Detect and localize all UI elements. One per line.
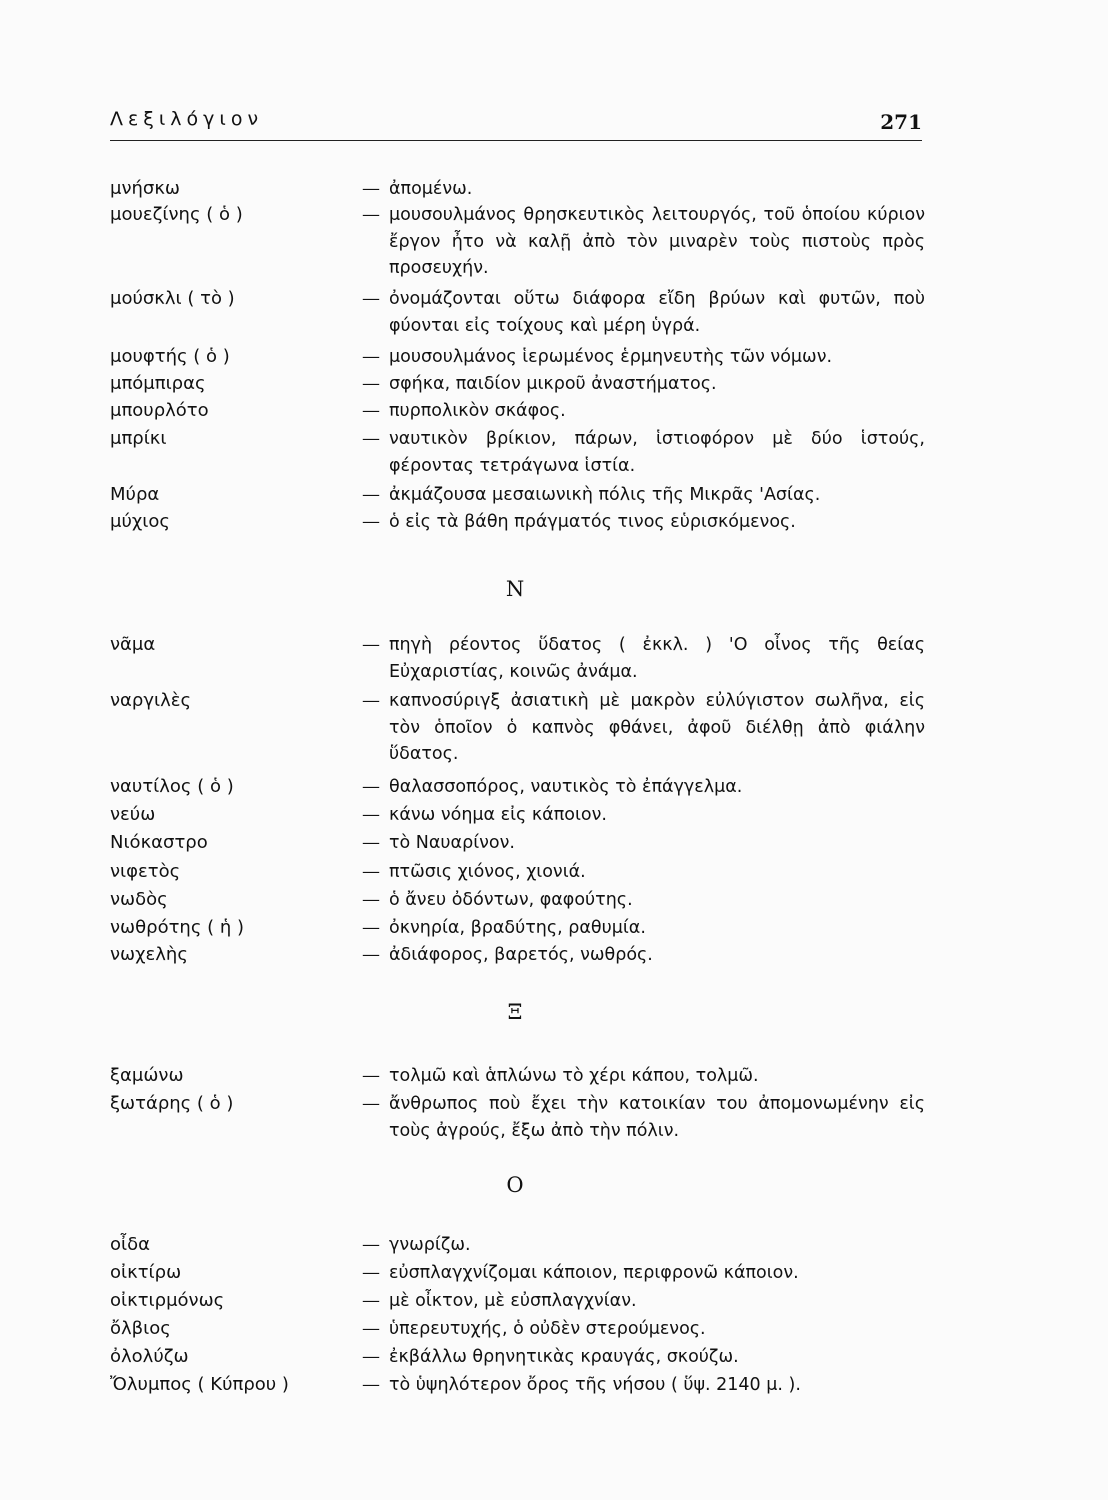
em-dash: — [362,400,380,421]
entry [0,688,1108,774]
entry-term: ξαμώνω [110,1065,184,1086]
entry [0,398,1108,426]
entry-definition: καπνοσύριγξ ἀσιατικὴ μὲ μακρὸν εὐλύγιστον σωλῆνα, εἰς τὸν ὁποῖον ὁ καπνὸς φθάνει, ἀφοῦ διέλθῃ ἀπὸ φιάλην ὕδατος. [389,691,925,764]
entry-definition: μουσουλμάνος θρησκευτικὸς λειτουργός, τοῦ ὁποίου κύριον ἔργον ἦτο νὰ καλῇ ἀπὸ τὸν μιναρὲν τοὺς πιστοὺς πρὸς προσευχήν. [389,205,925,278]
entry-definition: ἀπομένω. [389,179,473,199]
entry-definition: ὁ εἰς τὰ βάθη πράγματός τινος εὑρισκόμενος. [389,512,796,532]
section-omicron [0,1232,1108,1400]
em-dash: — [362,776,380,797]
entry-term: μουφτής ( ὁ ) [110,346,230,367]
entry [0,1063,1108,1091]
entry-definition: τὸ ὑψηλότερον ὄρος τῆς νήσου ( ὕψ. 2140 μ. ). [389,1375,801,1395]
section-letter-nu: N [505,577,525,601]
section-letter-omicron: O [506,1173,524,1197]
page-header [110,104,922,141]
section-letter-xi: Ξ [507,1000,523,1024]
entry-term: ναυτίλος ( ὁ ) [110,776,234,797]
entry [0,344,1108,371]
em-dash: — [362,690,380,711]
entry-definition: κάνω νόημα εἰς κάποιον. [389,805,607,825]
entry-term: ὀλολύζω [110,1346,189,1367]
em-dash: — [362,428,380,449]
em-dash: — [362,1318,380,1339]
entry-definition: μὲ οἶκτον, μὲ εὐσπλαγχνίαν. [389,1291,637,1311]
entry-term: νᾶμα [110,634,156,655]
entry-term: μουεζίνης ( ὁ ) [110,204,243,225]
entry-term: μύχιος [110,511,170,532]
em-dash: — [362,511,380,532]
running-title: Λεξιλόγιον [110,108,264,130]
entry-term: ὄλβιος [110,1318,171,1339]
entry-definition: σφήκα, παιδίον μικροῦ ἀναστήματος. [389,374,717,394]
entry-term: Ὄλυμπος ( Κύπρου ) [110,1374,289,1395]
entry [0,887,1108,915]
em-dash: — [362,861,380,882]
entry [0,286,1108,344]
entry-definition: ἀκμάζουσα μεσαιωνικὴ πόλις τῆς Μικρᾶς 'Ασίας. [389,485,821,505]
em-dash: — [362,288,380,309]
em-dash: — [362,1065,380,1086]
em-dash: — [362,373,380,394]
em-dash: — [362,917,380,938]
entry-term: νωθρότης ( ἡ ) [110,917,245,938]
em-dash: — [362,1346,380,1367]
entry-term: μνήσκω [110,178,181,199]
entry [0,371,1108,398]
entry-definition: ὀκνηρία, βραδύτης, ραθυμία. [389,918,646,938]
em-dash: — [362,1234,380,1255]
entry-term: νεύω [110,804,156,825]
section-nu [0,632,1108,969]
entry-definition: ναυτικὸν βρίκιον, πάρων, ἱστιοφόρον μὲ δύο ἱστούς, φέροντας τετράγωνα ἱστία. [389,429,925,476]
em-dash: — [362,634,380,655]
entry-term: νωδὸς [110,889,168,910]
entry [0,942,1108,969]
entry-term: μπόμπιρας [110,373,206,394]
em-dash: — [362,1093,380,1114]
entry-term: νιφετὸς [110,861,181,882]
entry [0,915,1108,942]
entry-definition: πηγὴ ρέοντος ὕδατος ( ἐκκλ. ) 'Ο οἶνος τῆς θείας Εὐχαριστίας, κοινῶς ἀνάμα. [389,635,925,682]
section-xi [0,1063,1108,1147]
entry-definition: ἀδιάφορος, βαρετός, νωθρός. [389,945,653,965]
entry [0,859,1108,887]
em-dash: — [362,944,380,965]
entry-term: οἶδα [110,1234,150,1255]
em-dash: — [362,804,380,825]
entry-definition: γνωρίζω. [389,1235,471,1255]
em-dash: — [362,178,380,199]
em-dash: — [362,832,380,853]
em-dash: — [362,1262,380,1283]
entry-definition: ὀνομάζονται οὕτω διάφορα εἴδη βρύων καὶ φυτῶν, ποὺ φύονται εἰς τοίχους καὶ μέρη ὑγρά. [389,289,925,336]
em-dash: — [362,484,380,505]
entry-term: οἰκτιρμόνως [110,1290,225,1311]
entry-term: ξωτάρης ( ὁ ) [110,1093,234,1114]
entry-definition: πτῶσις χιόνος, χιονιά. [389,862,586,882]
section-mu [0,176,1108,536]
entry-definition: πυρπολικὸν σκάφος. [389,401,566,421]
entry [0,482,1108,509]
entry [0,176,1108,202]
entry-definition: εὐσπλαγχνίζομαι κάποιον, περιφρονῶ κάποιον. [389,1263,799,1283]
entry-definition: ὁ ἄνευ ὀδόντων, φαφούτης. [389,890,633,910]
entry [0,632,1108,688]
entry [0,202,1108,286]
entry-definition: μουσουλμάνος ἱερωμένος ἑρμηνευτὴς τῶν νόμων. [389,347,833,367]
entry [0,774,1108,802]
entry [0,1260,1108,1288]
entry-definition: ἄνθρωπος ποὺ ἔχει τὴν κατοικίαν του ἀπομονωμένην εἰς τοὺς ἀγρούς, ἔξω ἀπὸ τὴν πόλιν. [389,1094,925,1141]
entry [0,830,1108,859]
entry-term: Μύρα [110,484,160,505]
entry-term: μπρίκι [110,428,167,449]
entry-definition: ὑπερευτυχής, ὁ οὐδὲν στερούμενος. [389,1319,706,1339]
em-dash: — [362,1290,380,1311]
em-dash: — [362,889,380,910]
entry [0,802,1108,830]
entry [0,1316,1108,1344]
page-number: 271 [880,110,922,134]
entry [0,1232,1108,1260]
entry-term: νωχελὴς [110,944,188,965]
entry-definition: ἐκβάλλω θρηνητικὰς κραυγάς, σκούζω. [389,1347,739,1367]
entry-definition: τὸ Ναυαρίνον. [389,833,515,853]
entry-definition: τολμῶ καὶ ἁπλώνω τὸ χέρι κάπου, τολμῶ. [389,1066,759,1086]
entry-term: ναργιλὲς [110,690,192,711]
em-dash: — [362,346,380,367]
entry-definition: θαλασσοπόρος, ναυτικὸς τὸ ἐπάγγελμα. [389,777,743,797]
entry-term: Νιόκαστρο [110,832,208,853]
entry-term: μούσκλι ( τὸ ) [110,288,235,309]
em-dash: — [362,204,380,225]
em-dash: — [362,1374,380,1395]
entry [0,426,1108,482]
entry-term: μπουρλότο [110,400,209,421]
entry [0,1288,1108,1316]
entry [0,509,1108,536]
entry-term: οἰκτίρω [110,1262,182,1283]
entry [0,1344,1108,1372]
entry [0,1372,1108,1400]
entry [0,1091,1108,1147]
